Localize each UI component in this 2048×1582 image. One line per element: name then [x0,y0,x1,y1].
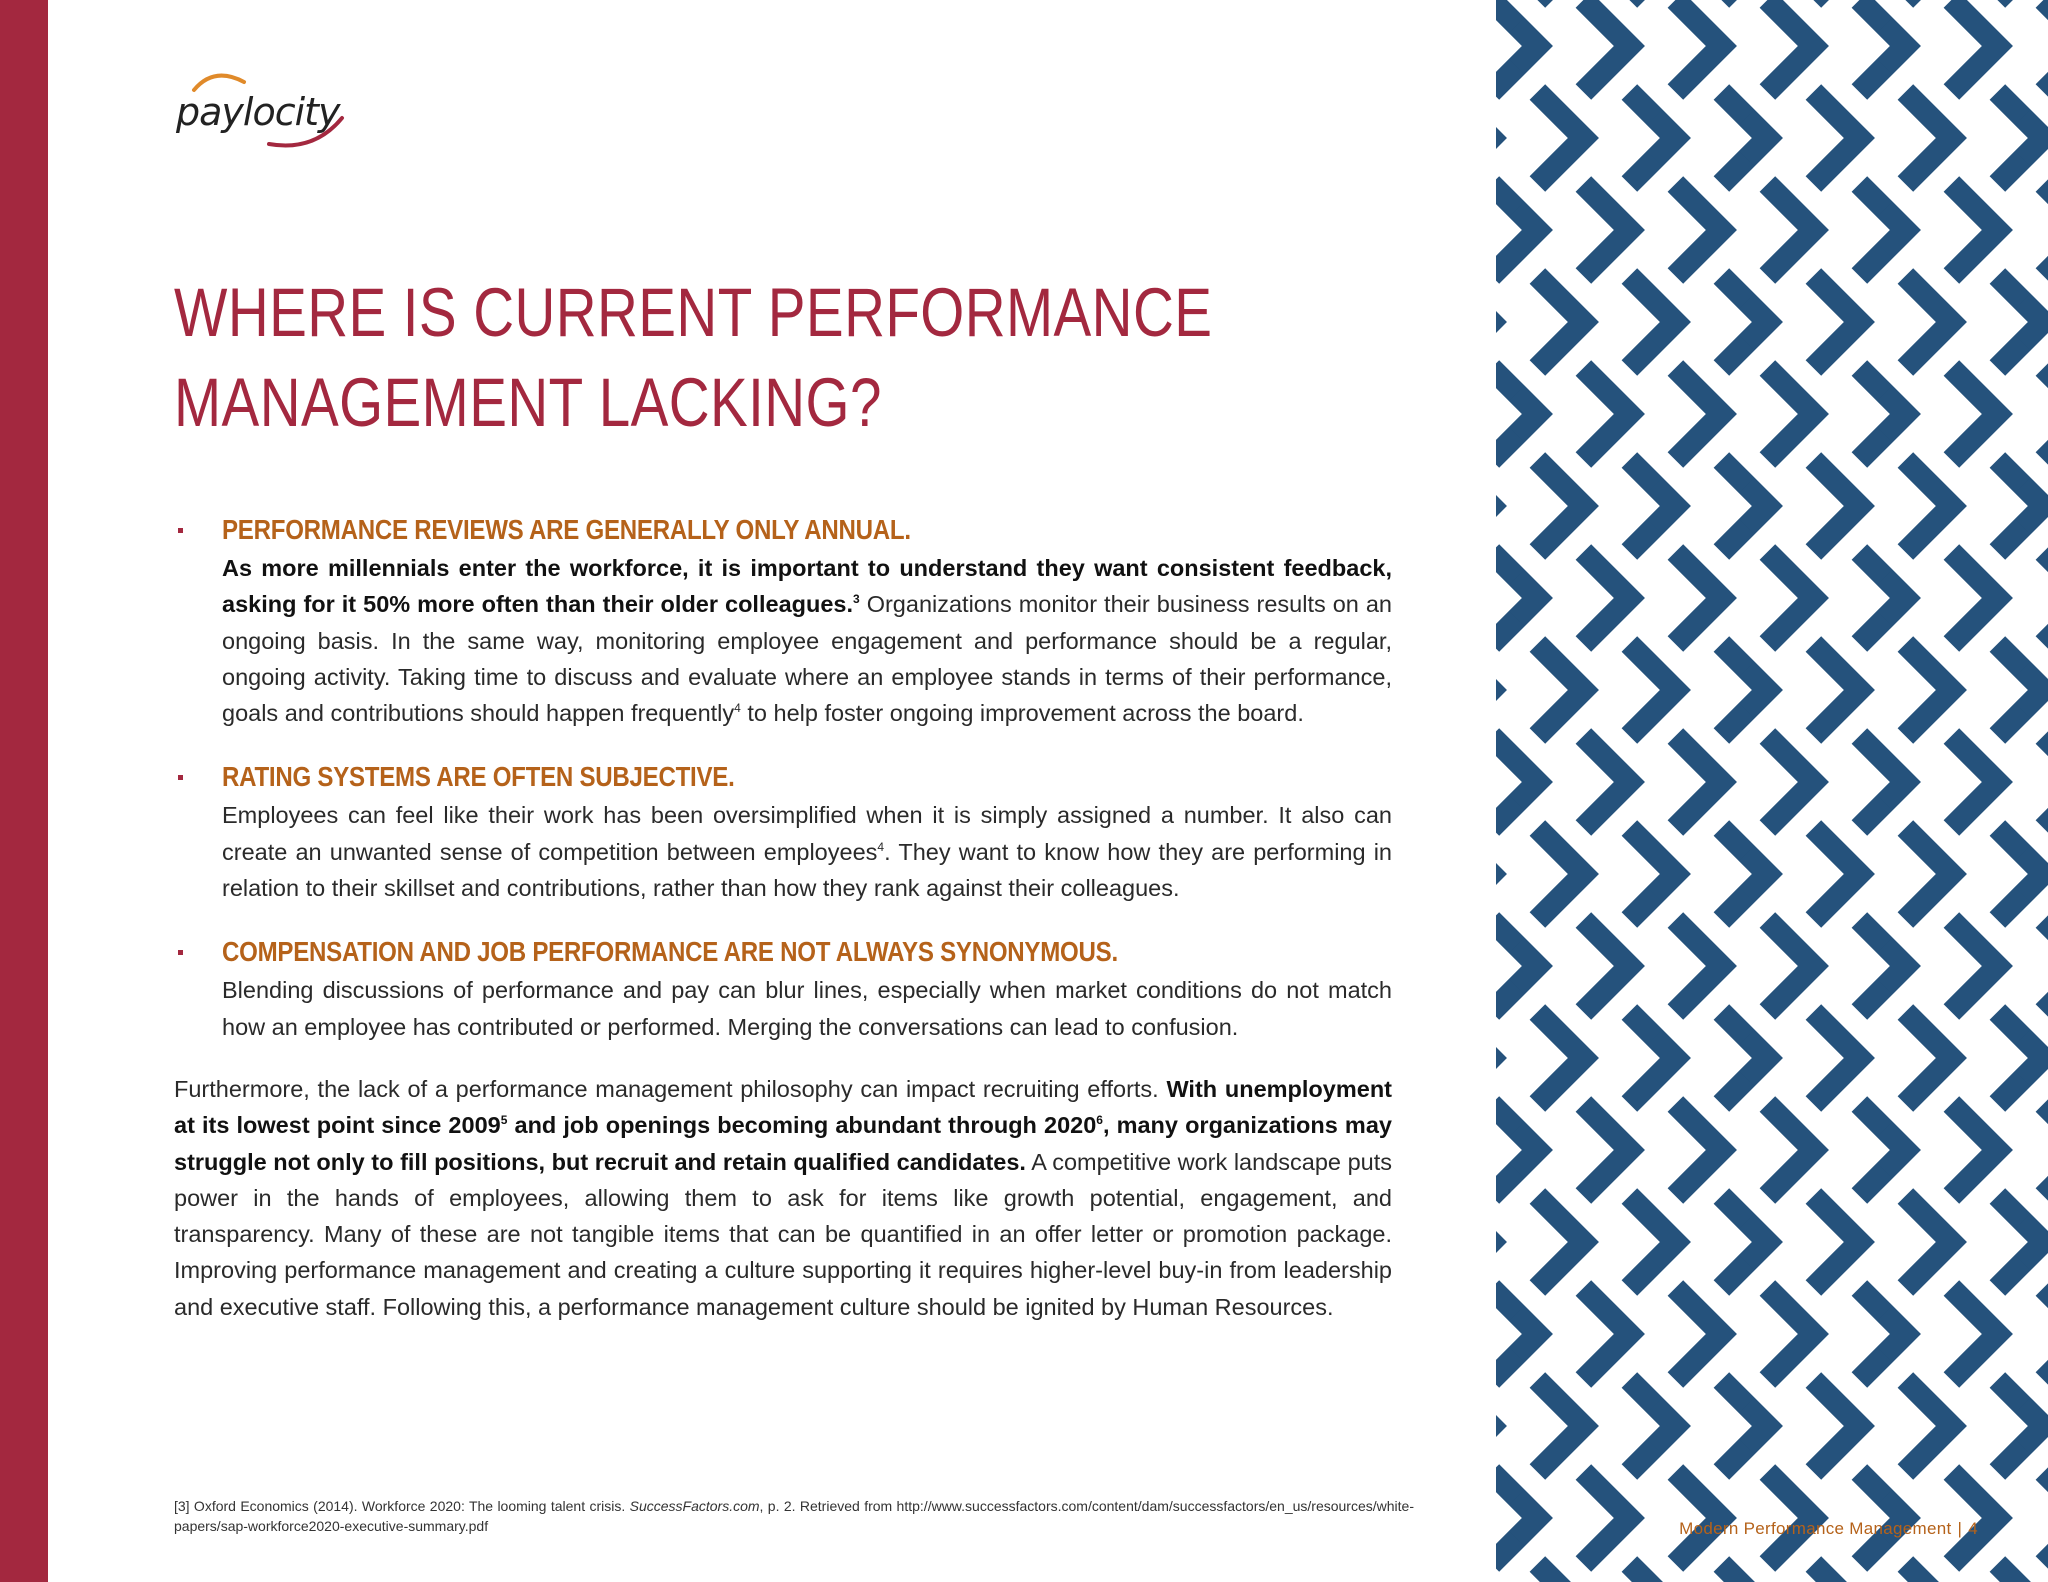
paylocity-logo [174,60,364,150]
chevron-shape [2023,485,2044,526]
chevron-shape [1609,945,1630,986]
chevron-shape [1885,393,1906,434]
chevron-shape [1701,761,1722,802]
chevron-shape [1977,25,1998,66]
chevron-shape [1793,1313,1814,1354]
section-performance-reviews [174,510,1392,731]
chevron-shape [1839,485,1860,526]
chevron-shape [1931,1037,1952,1078]
section-heading: COMPENSATION AND JOB PERFORMANCE ARE NOT ALWAYS SYNONYMOUS. [222,936,1118,968]
chevron-shape [1931,853,1952,894]
main-content [174,510,1392,1325]
page-title-line-2: MANAGEMENT LACKING? [174,364,882,441]
section-compensation [174,932,1392,1045]
chevron-shape [1609,209,1630,250]
chevron-shape [1517,25,1538,66]
chevron-shape [1609,577,1630,618]
chevron-shape [1537,1564,1583,1582]
chevron-shape [1609,1129,1630,1170]
chevron-shape [1793,209,1814,250]
body-text: Furthermore, the lack of a performance management philosophy can impact recruiting efforts. [174,1075,1167,1102]
chevron-shape [1655,1221,1676,1262]
chevron-shape [1839,1221,1860,1262]
chevron-shape [1563,485,1584,526]
bullet-icon [178,775,183,780]
chevron-shape [1563,1037,1584,1078]
chevron-shape [1655,117,1676,158]
chevron-shape [2043,184,2048,276]
chevron-shape [2043,368,2048,460]
chevron-shape [2023,301,2044,342]
chevron-shape [2043,736,2048,828]
section-body [222,550,1392,731]
chevron-shape [1747,301,1768,342]
chevron-shape [1701,393,1722,434]
chevron-shape [1747,1037,1768,1078]
chevron-shape [1655,301,1676,342]
footnote-ref: 5 [500,1113,508,1128]
chevron-shape [1977,393,1998,434]
chevron-shape [1701,945,1722,986]
bullet-icon [178,528,183,533]
bold-text: and job openings becoming abundant through 2020 [507,1112,1097,1139]
chevron-shape [1839,853,1860,894]
chevron-shape [1609,761,1630,802]
chevron-shape [1701,209,1722,250]
chevron-shape [1793,1129,1814,1170]
chevron-shape [1747,117,1768,158]
chevron-shape [1931,1221,1952,1262]
chevron-shape [1517,393,1538,434]
footnote-ref: 4 [734,701,741,716]
chevron-shape [1977,1129,1998,1170]
chevron-shape [1609,1497,1630,1538]
chevron-shape [2043,552,2048,644]
chevron-shape [1517,1129,1538,1170]
chevron-shape [1517,1497,1538,1538]
bold-lead: As more millennials enter the workforce, it is important to understand they want consistent feedback, asking for it 50% more often than their older colleagues. [222,555,1392,618]
chevron-shape [1977,761,1998,802]
footer-separator: | [1957,1519,1963,1538]
chevron-shape [1747,485,1768,526]
chevron-shape [2023,1221,2044,1262]
chevron-shape [1839,1037,1860,1078]
body-text: Organizations monitor their business results on an ongoing basis. In the same way, monitoring employee engagement and performance should be a regular, ongoing activity. Taking time to discuss and evaluate where an employee stands in terms of their performance, goals and contributions should happen frequently [222,591,1392,727]
chevron-shape [1609,393,1630,434]
chevron-shape [1701,577,1722,618]
bold-text: With unemployment at its lowest point since 2009 [174,1075,1393,1139]
chevron-pattern-graphic [1496,0,2048,1582]
chevron-shape [1793,393,1814,434]
chevron-shape [2023,853,2044,894]
chevron-shape [1629,1564,1675,1582]
footnote [174,1496,1414,1536]
chevron-shape [1931,669,1952,710]
page-footer [1679,1519,1978,1539]
closing-paragraph [174,1071,1392,1325]
chevron-shape [1655,1037,1676,1078]
chevron-shape [1839,117,1860,158]
chevron-shape [1997,1564,2043,1582]
chevron-shape [2043,0,2048,92]
chevron-shape [1885,577,1906,618]
decorative-chevron-pattern [1496,0,2048,1582]
body-text: Employees can feel like their work has been oversimplified when it is simply assigned a number. It also can create an unwanted sense of competition between employees [222,802,1392,865]
chevron-shape [1517,945,1538,986]
chevron-shape [1931,301,1952,342]
chevron-shape [1747,853,1768,894]
chevron-shape [2043,1104,2048,1196]
chevron-shape [1977,1313,1998,1354]
chevron-shape [1885,25,1906,66]
chevron-shape [1517,1313,1538,1354]
chevron-shape [1563,301,1584,342]
chevron-shape [2043,920,2048,1012]
chevron-shape [1747,1405,1768,1446]
left-accent-bar [0,0,48,1582]
chevron-shape [1839,1405,1860,1446]
chevron-shape [1931,117,1952,158]
chevron-shape [1885,945,1906,986]
chevron-shape [1793,577,1814,618]
footnote-ref: 6 [1096,1113,1103,1128]
chevron-shape [1839,301,1860,342]
chevron-shape [1793,945,1814,986]
section-body [222,797,1392,906]
chevron-shape [1813,1564,1859,1582]
bullet-icon [178,950,183,955]
chevron-shape [1885,1313,1906,1354]
section-heading: RATING SYSTEMS ARE OFTEN SUBJECTIVE. [222,761,735,793]
chevron-shape [1885,209,1906,250]
chevron-shape [1747,1221,1768,1262]
chevron-shape [1701,1129,1722,1170]
page-number: 4 [1968,1519,1978,1538]
footnote-text: , p. 2. Retrieved from http://www.successfactors.com/content/dam/successfactors/en_us/resources/white-papers/sap-workforce2020-executive-summary.pdf [174,1498,1414,1534]
body-text: to help foster ongoing improvement across the board. [740,700,1304,727]
bold-text: , many organizations may struggle not only to fill positions, but recruit and retain qualified candidates. [174,1112,1392,1175]
chevron-shape [2023,1037,2044,1078]
chevron-shape [1563,853,1584,894]
chevron-shape [1609,1313,1630,1354]
chevron-shape [2043,1288,2048,1380]
chevron-shape [2043,1472,2048,1564]
chevron-shape [1885,761,1906,802]
chevron-shape [1747,669,1768,710]
chevron-shape [1517,577,1538,618]
chevron-shape [1563,669,1584,710]
chevron-shape [2023,669,2044,710]
footnote-ref: 3 [853,592,860,607]
chevron-shape [1977,577,1998,618]
footer-doc-title: Modern Performance Management [1679,1519,1952,1538]
body-text: A competitive work landscape puts power in the hands of employees, allowing them to ask for items like growth potential, engagement, and transparency. Many of these are not tangible items that can be quantified in an offer letter or promotion package. Improving performance management and creating a culture supporting it requires higher-level buy-in from leadership and executive staff. Following this, a performance management culture should be ignited by Human Resources. [174,1148,1392,1320]
section-rating-systems [174,757,1392,906]
chevron-shape [1839,669,1860,710]
chevron-shape [1977,1497,1998,1538]
section-heading: PERFORMANCE REVIEWS ARE GENERALLY ONLY ANNUAL. [222,514,911,545]
chevron-shape [1793,25,1814,66]
logo-wordmark: paylocity [176,90,340,134]
chevron-shape [1931,485,1952,526]
chevron-shape [1721,1564,1767,1582]
chevron-shape [1563,1221,1584,1262]
chevron-shape [1701,1313,1722,1354]
chevron-shape [1563,117,1584,158]
chevron-shape [2023,117,2044,158]
section-body: Blending discussions of performance and pay can blur lines, especially when market conditions do not match how an employee has contributed or performed. Merging the conversations can lead to confusion. [222,977,1392,1040]
chevron-shape [2023,1405,2044,1446]
chevron-shape [1517,209,1538,250]
chevron-shape [1931,1405,1952,1446]
body-text: . They want to know how they are performing in relation to their skillset and contributions, rather than how they rank against their colleagues. [222,838,1392,902]
chevron-shape [1977,945,1998,986]
page-title [174,268,1213,448]
footnote-ref: 4 [877,839,885,854]
chevron-shape [1517,761,1538,802]
chevron-shape [1793,761,1814,802]
chevron-shape [1609,25,1630,66]
chevron-shape [1655,1405,1676,1446]
chevron-shape [1977,209,1998,250]
chevron-shape [1905,1564,1951,1582]
chevron-shape [1655,669,1676,710]
chevron-shape [1885,1129,1906,1170]
page-title-line-1: WHERE IS CURRENT PERFORMANCE [174,274,1213,351]
chevron-shape [1655,853,1676,894]
chevron-shape [1563,1405,1584,1446]
footnote-source: SuccessFactors.com [629,1498,760,1514]
chevron-shape [1655,485,1676,526]
chevron-shape [1701,25,1722,66]
footnote-text: [3] Oxford Economics (2014). Workforce 2020: The looming talent crisis. [174,1498,630,1514]
